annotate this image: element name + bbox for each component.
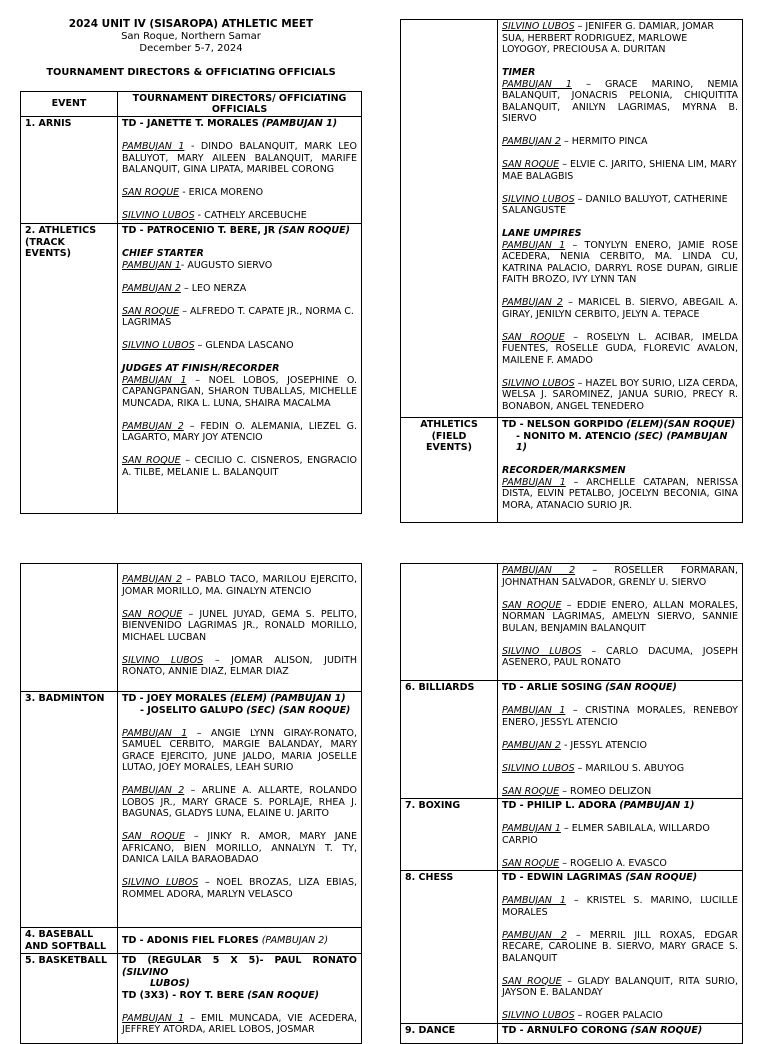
official-names: – ROGER PALACIO [577, 1010, 663, 1021]
table-row-arnis [21, 117, 362, 224]
school-label: SAN ROQUE [502, 599, 562, 611]
official-names: – MARICEL B. SIERVO, ABEGAIL A. GIRAY, JENILYN CERBITO, JELYN A. TEPACE [502, 297, 738, 320]
official-names: – ROMEO DELIZON [562, 785, 652, 797]
td-name: - JOSELITO GALUPO [140, 704, 244, 716]
td-name: TD - ARLIE SOSING [502, 682, 603, 693]
school-label: SAN ROQUE [122, 305, 180, 317]
school-label: SILVINO LUBOS [502, 21, 575, 32]
school-entry [502, 763, 738, 775]
official-names: – LEO NERZA [183, 282, 247, 294]
officials-cell [498, 564, 743, 681]
official-names: – CARLO DACUMA, JOSEPH ASENERO, PAUL RONATO [502, 645, 738, 668]
event-cell: 6. BILLIARDS [401, 681, 498, 799]
td-school: (SILVINO [122, 966, 169, 978]
document-title [20, 18, 362, 55]
official-names: – EDDIE ENERO, ALLAN MORALES, NORMAN LAGRIMAS, AMELYN SIERVO, SANNIE BULAN, BENJAMIN BALANQUIT [502, 599, 738, 634]
td-name: TD - ADONIS FIEL FLORES [122, 934, 259, 946]
meet-location: San Roque, Northern Samar [121, 31, 261, 42]
official-names: – ARCHELLE CATAPAN, NERISSA DISTA, ELVIN PETALBO, JOCELYN BECONIA, GINA MORA, ATANACIO SURIO JR. [502, 476, 738, 511]
school-entry [122, 375, 357, 410]
school-entry [502, 1010, 738, 1022]
school-label: SILVINO LUBOS [502, 645, 582, 657]
td-name: TD - EDWIN LAGRIMAS [502, 872, 623, 883]
school-label: PAMBUJAN 2 [122, 785, 185, 796]
table-row-baseball [21, 928, 362, 954]
td-school: (ELEM) (PAMBUJAN 1) [229, 693, 346, 704]
official-names: – GRACE MARINO, NEMIA BALANQUIT, JONACRIS PELONIA, CHIQUITITA BALANQUIT, ANILYN LAGRIMAS, MYRNA B. SIERVO [502, 78, 738, 124]
td-school: (PAMBUJAN 2) [261, 934, 329, 946]
school-entry [122, 187, 357, 199]
school-label: PAMBUJAN 1 [502, 823, 561, 834]
school-entry [122, 210, 357, 222]
school-entry [502, 136, 738, 148]
td-school: (SEC) (PAMBUJAN 1) [516, 430, 728, 453]
event-cell: 9. DANCE [401, 1023, 498, 1043]
table-row-athletics-track [21, 224, 362, 514]
school-entry [502, 823, 738, 846]
school-label: PAMBUJAN 1 [502, 78, 572, 90]
official-names: - AUGUSTO SIERVO [180, 259, 273, 271]
school-label: PAMBUJAN 2 [502, 929, 567, 941]
school-label: PAMBUJAN 1 [122, 727, 188, 739]
school-label: SILVINO LUBOS [122, 340, 195, 351]
school-label: SILVINO LUBOS [122, 210, 195, 221]
officials-cell [118, 928, 362, 954]
official-names: – GLADY BALANQUIT, RITA SURIO, JAYSON E. BALANDAY [502, 975, 738, 998]
officials-cell [118, 224, 362, 514]
school-entry [502, 705, 738, 728]
official-names: – GLENDA LASCANO [197, 340, 294, 351]
official-names: – CRISTINA MORALES, RENEBOY ENERO, JESSYL ATENCIO [502, 705, 738, 728]
school-label: SAN ROQUE [122, 608, 183, 620]
td-school: (PAMBUJAN 1) [619, 800, 695, 811]
school-entry [502, 21, 738, 56]
event-cell [21, 224, 118, 514]
officials-table-4 [400, 563, 743, 1044]
school-entry [122, 831, 357, 866]
school-label: SILVINO LUBOS [122, 654, 204, 666]
school-entry [122, 728, 357, 774]
official-names: – NOEL LOBOS, JOSEPHINE O. CAPANGPANGAN, SHARON TUBALLAS, MICHELLE MUNCADA, RIKA L. LUNA, SHAIRA MACALMA [122, 374, 357, 409]
official-names: – HERMITO PINCA [563, 136, 648, 147]
officials-cell [498, 20, 743, 418]
official-names: – JINKY R. AMOR, MARY JANE AFRICANO, BIEN MORILLO, ANNALYN T. TY, DANICA LAILA BARAOBADAO [122, 831, 358, 865]
role-heading: LANE UMPIRES [502, 228, 582, 239]
role-heading: CHIEF STARTER [122, 248, 204, 259]
official-names: – CECILIO C. CISNEROS, ENGRACIO A. TILBE, MELANIE L. BALANQUIT [122, 455, 357, 478]
td-name: TD - PHILIP L. ADORA [502, 800, 617, 811]
officials-cell [498, 1023, 743, 1043]
meet-title: 2024 UNIT IV (SISAROPA) ATHLETIC MEET [68, 18, 314, 30]
school-entry [502, 240, 738, 286]
td-name: TD - JOEY MORALES [122, 693, 227, 704]
school-label: PAMBUJAN 1 [122, 374, 187, 386]
event-name: AND SOFTBALL [25, 940, 107, 952]
event-cell: 1. ARNIS [21, 117, 118, 224]
event-column-header: EVENT [21, 92, 118, 117]
official-names: - DINDO BALANQUIT, MARK LEO BALUYOT, MARY AILEEN BALANQUIT, MARIFE BALANQUIT, GINA LIPATA, MARIBEL CORONG [122, 141, 357, 175]
event-cell: 3. BADMINTON [21, 692, 118, 928]
officials-cell [498, 871, 743, 1024]
td-school: (SEC) (SAN ROQUE) [246, 704, 351, 716]
school-label: SILVINO LUBOS [122, 877, 199, 888]
school-label: PAMBUJAN 2 [122, 420, 184, 432]
officials-cell [118, 954, 362, 1044]
section-title: TOURNAMENT DIRECTORS & OFFICIATING OFFICIALS [46, 67, 336, 78]
school-label: SAN ROQUE [502, 159, 560, 170]
td-school: (SAN ROQUE) [625, 872, 698, 883]
official-names: – ROGELIO A. EVASCO [562, 857, 667, 869]
td-name: - NONITO M. ATENCIO [516, 430, 632, 442]
school-entry [502, 858, 738, 870]
school-entry [502, 565, 738, 588]
school-label: PAMBUJAN 1 [502, 895, 566, 906]
officials-cell [498, 799, 743, 871]
official-names: – ROSELYN L. ACIBAR, IMELDA FUENTES, ROSELLE GUDA, FLOREVIC AVALON, MAILENE F. AMADO [502, 331, 738, 366]
event-name: 2. ATHLETICS [25, 225, 97, 236]
officials-table-2 [400, 19, 743, 523]
official-names: – ELMER SABILALA, WILLARDO CARPIO [502, 823, 710, 846]
event-cell-empty [21, 564, 118, 692]
td-name: TD - ARNULFO CORONG [502, 1024, 628, 1036]
school-entry [122, 421, 357, 444]
official-names: – ROSELLER FORMARAN, JOHNATHAN SALVADOR, GRENLY U. SIERVO [502, 565, 738, 588]
officials-cell [498, 418, 743, 523]
td-name: TD - PATROCENIO T. BERE, JR [122, 225, 276, 236]
school-label: PAMBUJAN 2 [122, 282, 181, 294]
table-row-basketball-continued [401, 564, 743, 681]
officials-cell [118, 117, 362, 224]
school-label: PAMBUJAN 1 [502, 705, 566, 716]
official-names: - ERICA MORENO [182, 187, 264, 198]
td-school: (SAN ROQUE) [278, 225, 350, 236]
school-label: SAN ROQUE [502, 331, 565, 343]
officials-table-1 [20, 91, 362, 514]
official-names: – ARLINE A. ALLARTE, ROLANDO LOBOS JR., MARY GRACE S. PORLAJE, RHEA J. BAGUNAS, GLADYS LUNA, ELAINE U. JARITO [122, 785, 357, 819]
table-row-boxing [401, 799, 743, 871]
event-qualifier: EVENTS) [25, 248, 71, 259]
school-label: PAMBUJAN 1 [122, 259, 181, 271]
school-entry [122, 574, 357, 597]
school-label: SAN ROQUE [122, 831, 185, 842]
td-school: (ELEM)(SAN ROQUE) [626, 419, 736, 430]
school-entry [502, 159, 738, 182]
table-row-athletics-continued [401, 20, 743, 418]
school-entry [502, 976, 738, 999]
school-entry [502, 930, 738, 965]
school-label: PAMBUJAN 1 [122, 1012, 184, 1024]
official-names: - CATHELY ARCEBUCHE [197, 210, 307, 221]
school-entry [122, 306, 357, 329]
school-label: PAMBUJAN 2 [502, 297, 563, 308]
school-entry [122, 340, 357, 352]
officials-cell [118, 564, 362, 692]
official-names: – EMIL MUNCADA, VIE ACEDERA, JEFFREY ATORDA, ARIEL LOBOS, JOSMAR [122, 1012, 357, 1035]
school-label: SILVINO LUBOS [502, 193, 575, 205]
school-label: SILVINO LUBOS [502, 1010, 575, 1021]
official-names: – DANILO BALUYOT, CATHERINE SALANGUSTE [502, 193, 728, 216]
school-entry [502, 378, 738, 413]
td-school: LUBOS) [150, 978, 190, 989]
event-qualifier: EVENTS) [426, 442, 472, 453]
event-name: 4. BASEBALL [25, 929, 94, 940]
td-name: TD (REGULAR 5 X 5)- PAUL RONATO [122, 955, 357, 966]
official-names: – JUNEL JUYAD, GEMA S. PELITO, BIENVENIDO LAGRIMAS JR., RONALD MORILLO, MICHAEL LUCBAN [122, 608, 357, 643]
table-header-row [21, 92, 362, 117]
official-names: – JOMAR ALISON, JUDITH RONATO, ANNIE DIAZ, ELMAR DIAZ [122, 654, 357, 677]
school-entry [502, 786, 738, 798]
school-label: PAMBUJAN 1 [502, 239, 566, 251]
official-names: - JESSYL ATENCIO [563, 739, 647, 751]
official-names: – FEDIN O. ALEMANIA, LIEZEL G. LAGARTO, MARY JOY ATENCIO [122, 420, 357, 443]
school-label: SILVINO LUBOS [502, 762, 575, 774]
official-names: – ALFREDO T. CAPATE JR., NORMA C. LAGRIMAS [122, 305, 354, 328]
event-cell: 5. BASKETBALL [21, 954, 118, 1044]
officials-table-3 [20, 563, 362, 1044]
school-label: SAN ROQUE [122, 187, 180, 198]
school-entry [122, 785, 357, 820]
school-label: PAMBUJAN 2 [502, 136, 561, 147]
table-row-athletics-field [401, 418, 743, 523]
school-entry [122, 141, 357, 176]
school-label: PAMBUJAN 1 [122, 141, 185, 152]
event-cell [21, 928, 118, 954]
official-names: – KRISTEL S. MARINO, LUCILLE MORALES [502, 895, 738, 918]
school-entry [502, 79, 738, 125]
school-entry [122, 655, 357, 678]
meet-dates: December 5-7, 2024 [139, 43, 243, 54]
school-label: PAMBUJAN 1 [502, 476, 566, 488]
official-names: – NOEL BROZAS, LIZA EBIAS, ROMMEL ADORA, MARLYN VELASCO [122, 877, 357, 900]
school-label: SAN ROQUE [122, 455, 181, 466]
table-row-chess [401, 871, 743, 1024]
official-names: – TONYLYN ENERO, JAMIE ROSE ACEDERA, NENIA CERBITO, MA. LINDA CU, KATRINA PALACIO, DARRYL ROSE DUPAN, GIRLIE FAITH BROZO, IVY LYNN TAN [502, 239, 738, 285]
school-entry [122, 877, 357, 900]
school-entry [502, 194, 738, 217]
event-name: ATHLETICS [420, 419, 478, 430]
school-label: SAN ROQUE [502, 785, 560, 797]
td-school: (PAMBUJAN 1) [261, 118, 338, 129]
td-name: TD (3X3) - ROY T. BERE [122, 989, 245, 1001]
table-row-dance [401, 1023, 743, 1043]
school-entry [502, 297, 738, 320]
table-row-basketball [21, 954, 362, 1044]
role-heading: JUDGES AT FINISH/RECORDER [122, 363, 280, 374]
td-school: (SAN ROQUE) [247, 989, 320, 1001]
event-cell-empty [401, 564, 498, 681]
school-label: SILVINO LUBOS [502, 377, 575, 389]
official-names: – MARILOU S. ABUYOG [577, 762, 685, 774]
school-entry [122, 260, 357, 272]
event-cell: 7. BOXING [401, 799, 498, 871]
school-entry [502, 740, 738, 752]
official-names: – MERRIL JILL ROXAS, EDGAR RECARE, CAROLINE B. SIERVO, MARY GRACE S. BALANQUIT [502, 929, 738, 964]
school-entry [122, 283, 357, 295]
school-entry [502, 895, 738, 918]
school-label: PAMBUJAN 2 [502, 739, 561, 751]
official-names: – ELVIE C. JARITO, SHIENA LIM, MARY MAE BALAGBIS [502, 159, 737, 182]
td-name: TD - NELSON GORPIDO [502, 419, 624, 430]
school-entry [502, 477, 738, 512]
event-cell: 8. CHESS [401, 871, 498, 1024]
role-heading: RECORDER/MARKSMEN [502, 465, 626, 476]
school-label: SAN ROQUE [502, 975, 562, 987]
td-name: TD - JANETTE T. MORALES [122, 118, 259, 129]
official-names: – JENIFER G. DAMIAR, JOMAR SUA, HERBERT RODRIGUEZ, MARLOWE LOYOGOY, PRECIOUSA A. DURITAN [502, 21, 714, 55]
officials-cell [118, 692, 362, 928]
school-label: PAMBUJAN 2 [502, 565, 576, 576]
school-label: SAN ROQUE [502, 857, 560, 869]
event-qualifier: (TRACK [25, 236, 65, 248]
officials-cell [498, 681, 743, 799]
td-school: (SAN ROQUE) [630, 1024, 703, 1036]
table-row-badminton [21, 692, 362, 928]
official-names: – HAZEL BOY SURIO, LIZA CERDA, WELSA J. SAROMINEZ, JANUA SURIO, PRECY R. BONABON, ANGEL TENEDERO [502, 377, 738, 412]
role-heading: TIMER [502, 67, 536, 78]
school-entry [502, 600, 738, 635]
school-entry [502, 332, 738, 367]
table-row-athletics-continued [21, 564, 362, 692]
official-names: – PABLO TACO, MARILOU EJERCITO, JOMAR MORILLO, MA. GINALYN ATENCIO [122, 574, 357, 597]
event-cell [401, 418, 498, 523]
td-school: (SAN ROQUE) [605, 682, 677, 693]
event-qualifier: (FIELD [431, 430, 467, 442]
school-label: PAMBUJAN 2 [122, 574, 183, 585]
officials-column-header: TOURNAMENT DIRECTORS/ OFFICIATING OFFICIALS [118, 92, 362, 117]
school-entry [122, 455, 357, 478]
school-entry [122, 609, 357, 644]
school-entry [122, 1013, 357, 1036]
event-cell-empty [401, 20, 498, 418]
table-row-billiards [401, 681, 743, 799]
official-names: – ANGIE LYNN GIRAY-RONATO, SAMUEL CERBITO, MARGIE BALANDAY, MARY GRACE EJERCITO, JUNE JALDO, MARIA JOSELLE LUTAO, JOEY MORALES, LEAH SURIO [122, 727, 357, 773]
school-entry [502, 646, 738, 669]
